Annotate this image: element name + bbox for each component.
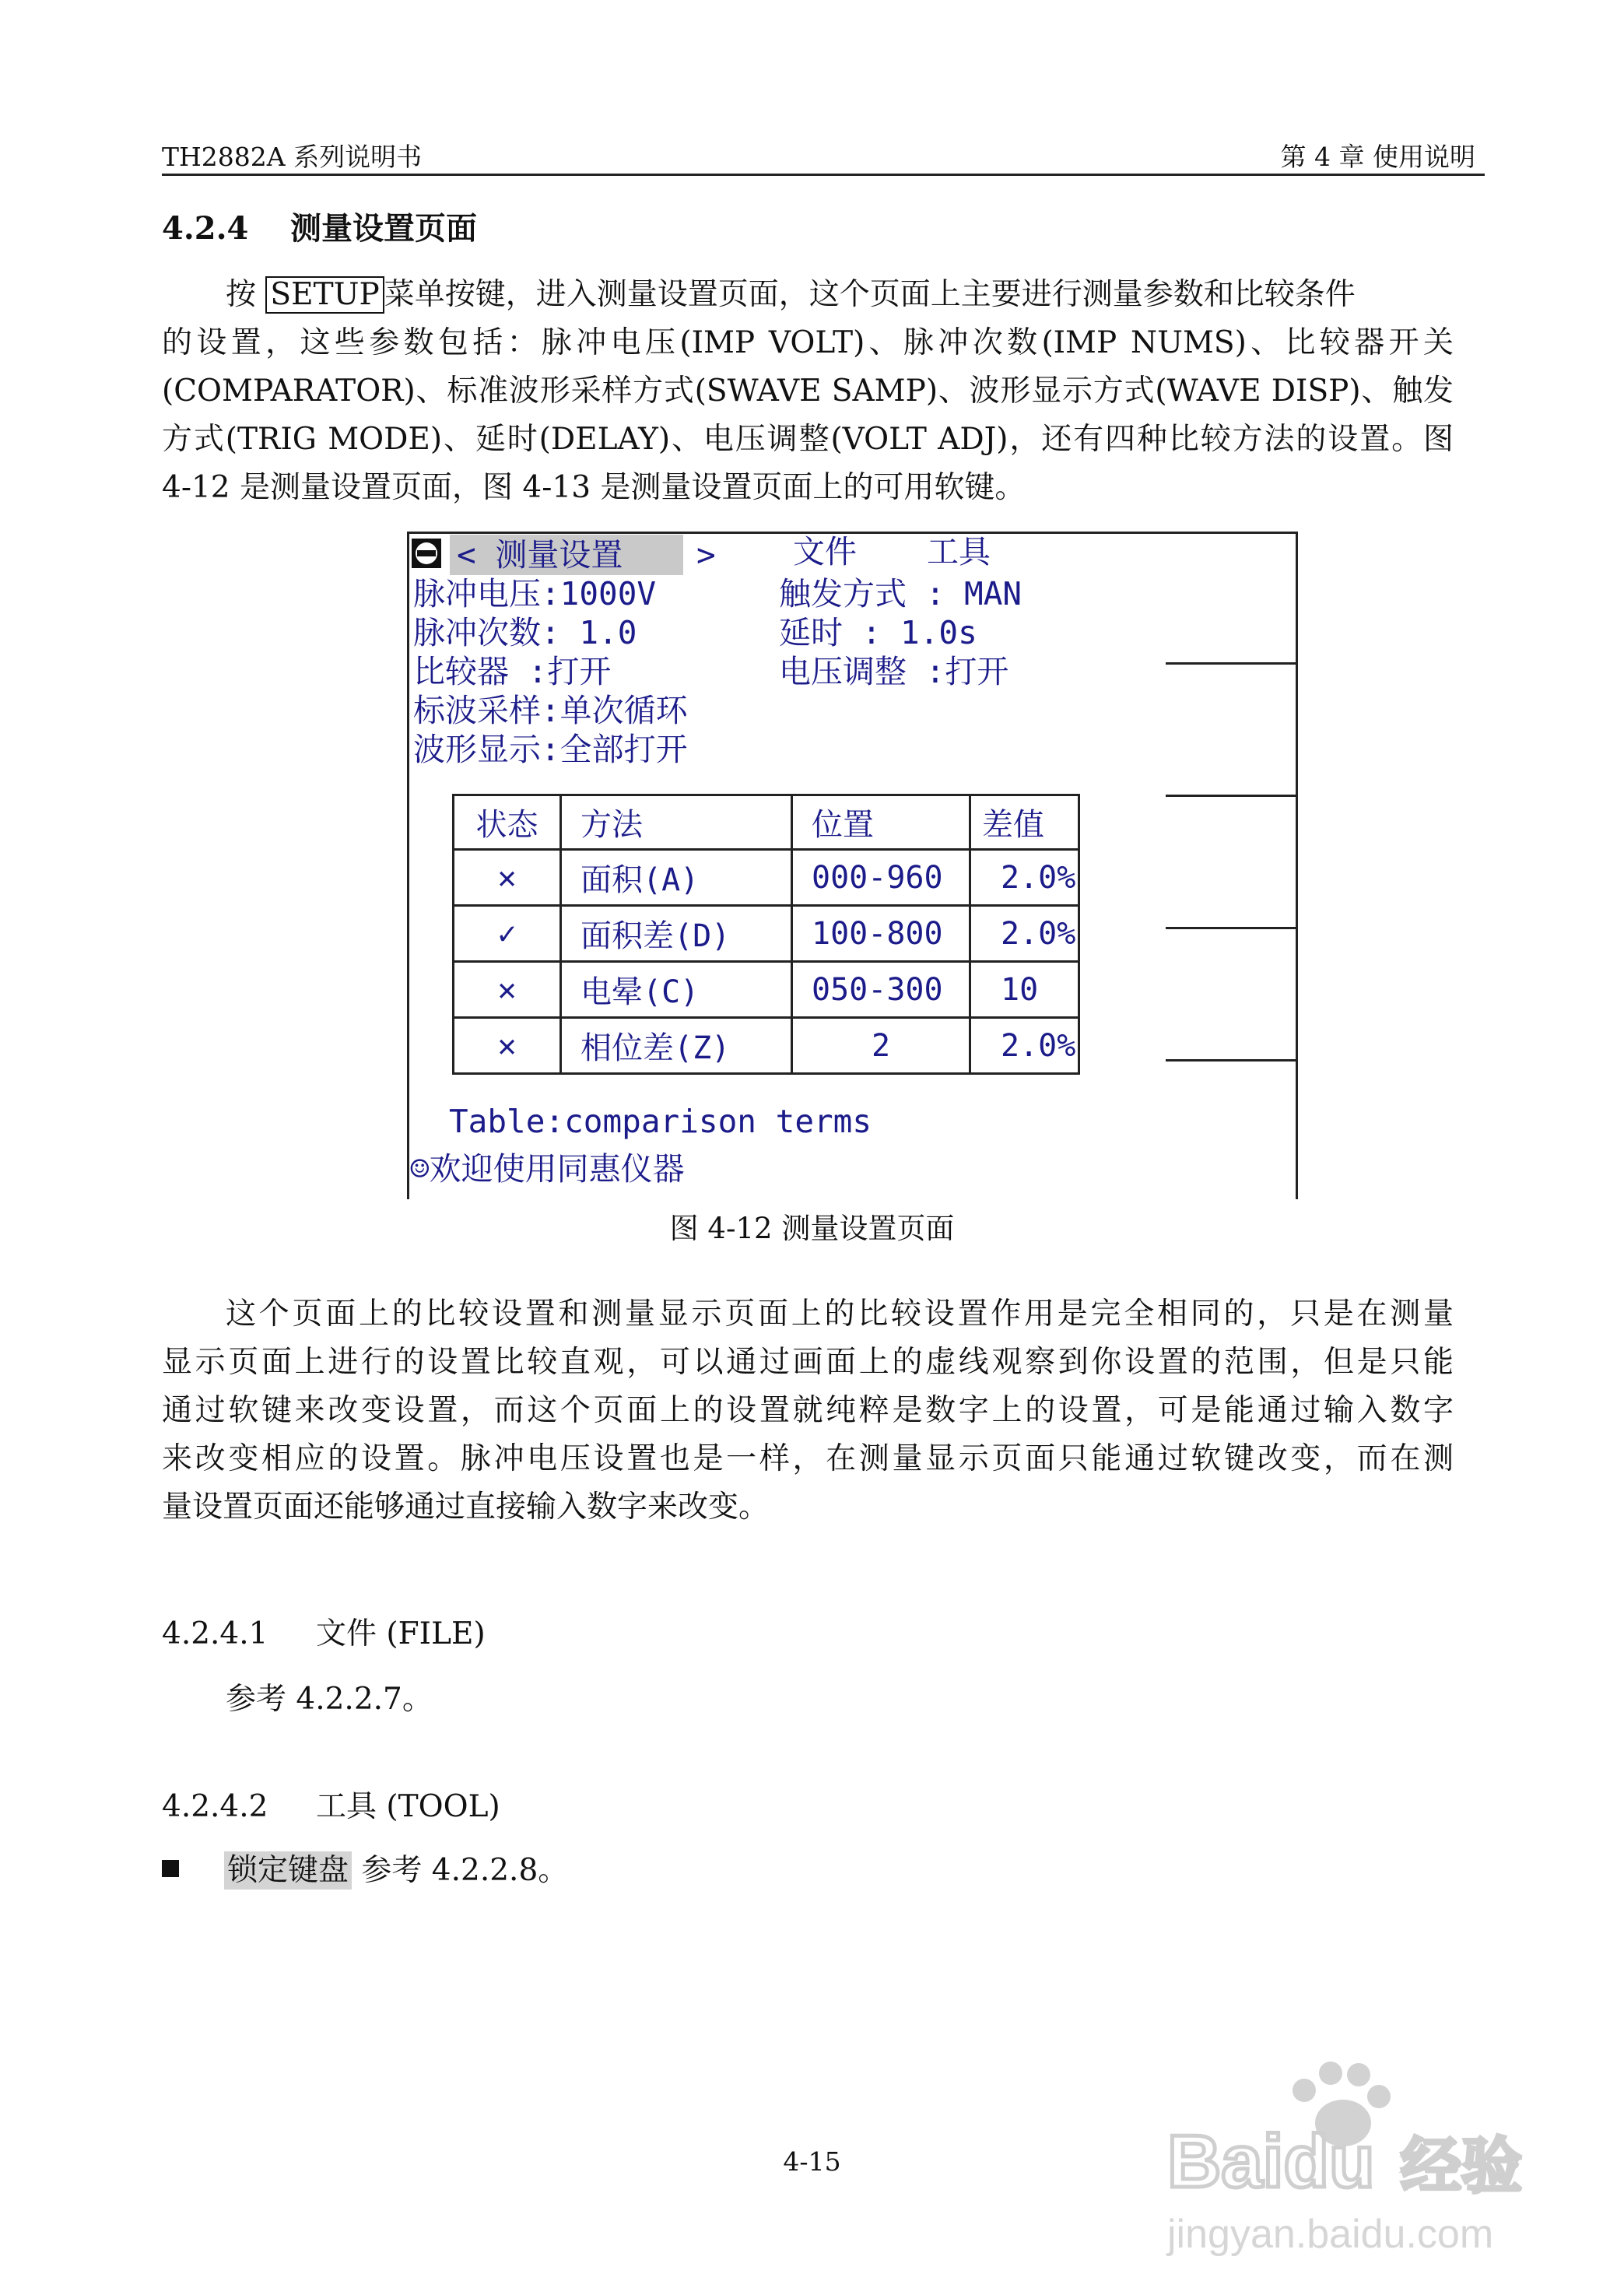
bullet-square-icon: [162, 1860, 179, 1877]
screen-border-right: [1296, 532, 1298, 1199]
header-position: 位置: [792, 795, 970, 850]
table-header-row: [454, 795, 1079, 850]
subsection-file-number: 4.2.4.1: [162, 1616, 268, 1651]
softkey-divider: [1166, 795, 1298, 797]
body-line-3: 来改变相应的设置。脉冲电压设置也是一样，在测量显示页面只能通过软键改变，而在测: [162, 1441, 1454, 1476]
comparison-table: [452, 794, 1080, 1075]
softkey-divider: [1166, 927, 1298, 929]
bullet-item: [162, 1846, 568, 1890]
row-method: 相位差(Z): [561, 1018, 792, 1074]
bullet-text: 参考 4.2.2.8。: [352, 1853, 569, 1888]
screen-border-left: [407, 532, 409, 1199]
row-diff[interactable]: 2.0%: [970, 850, 1079, 906]
subsection-file-title: 文件 (FILE): [316, 1616, 486, 1651]
subsection-tool-title: 工具 (TOOL): [316, 1789, 500, 1824]
row-state[interactable]: ✓: [454, 906, 561, 962]
watermark-cn: 经验: [1401, 2132, 1523, 2202]
subsection-file-ref: 参考 4.2.2.7。: [226, 1682, 433, 1717]
row-method: 面积(A): [561, 850, 792, 906]
row-position[interactable]: 050-300: [792, 962, 970, 1018]
status-message: ☺欢迎使用同惠仪器: [410, 1150, 685, 1188]
param-comparator[interactable]: 比较器 :打开: [413, 653, 612, 690]
softkey-divider: [1166, 1059, 1298, 1062]
setup-screen-figure: [407, 532, 1298, 1199]
intro-line-0: 按 SETUP 菜单按键，进入测量设置页面，这个页面上主要进行测量参数和比较条件: [226, 277, 1356, 312]
setup-key: SETUP: [265, 276, 384, 314]
table-row[interactable]: [454, 850, 1079, 906]
body-line-1: 显示页面上进行的设置比较直观，可以通过画面上的虚线观察到你设置的范围，但是只能: [162, 1345, 1454, 1380]
header-title: TH2882A 系列说明书: [162, 142, 423, 172]
body-line-4: 量设置页面还能够通过直接输入数字来改变。: [162, 1490, 770, 1525]
intro-paragraph: [162, 271, 1454, 512]
subsection-tool-number: 4.2.4.2: [162, 1789, 268, 1824]
row-method: 面积差(D): [561, 906, 792, 962]
intro-line-4: 4-12 是测量设置页面，图 4-13 是测量设置页面上的可用软键。: [162, 470, 1026, 505]
page-number: 4-15: [783, 2146, 841, 2177]
baidu-jingyan-watermark: [1152, 2039, 1556, 2265]
row-position[interactable]: 000-960: [792, 850, 970, 906]
body-line-2: 通过软键来改变设置，而这个页面上的设置就纯粹是数字上的设置，可是能通过输入数字: [162, 1393, 1454, 1428]
row-state[interactable]: ✕: [454, 962, 561, 1018]
menu-measure-setup[interactable]: < 测量设置: [457, 536, 623, 574]
row-state[interactable]: ✕: [454, 1018, 561, 1074]
figure-caption: 图 4-12 测量设置页面: [669, 1212, 955, 1245]
intro-line-1: 的设置，这些参数包括：脉冲电压(IMP VOLT)、脉冲次数(IMP NUMS)、比较器开关: [162, 325, 1454, 360]
subsection-tool: [162, 1782, 500, 1826]
header-diff: 差值: [970, 795, 1079, 850]
section-heading: [162, 204, 477, 248]
header-method: 方法: [561, 795, 792, 850]
row-diff[interactable]: 10: [970, 962, 1079, 1018]
param-wave-display[interactable]: 波形显示:全部打开: [413, 731, 688, 768]
softkey-divider: [1166, 662, 1298, 665]
menu-next-arrow[interactable]: >: [696, 536, 716, 574]
body-line-0: 这个页面上的比较设置和测量显示页面上的比较设置作用是完全相同的，只是在测量: [226, 1297, 1454, 1332]
row-diff[interactable]: 2.0%: [970, 906, 1079, 962]
param-impulse-voltage[interactable]: 脉冲电压:1000V: [413, 575, 657, 612]
table-row[interactable]: [454, 962, 1079, 1018]
header-state: 状态: [454, 795, 561, 850]
table-row[interactable]: [454, 1018, 1079, 1074]
row-method: 电晕(C): [561, 962, 792, 1018]
param-standard-wave-sampling[interactable]: 标波采样:单次循环: [413, 692, 688, 729]
section-title: 测量设置页面: [290, 210, 477, 247]
row-state[interactable]: ✕: [454, 850, 561, 906]
intro-line-3: 方式(TRIG MODE)、延时(DELAY)、电压调整(VOLT ADJ)，还有四种比较方法的设置。图: [162, 422, 1454, 457]
body-paragraph: [162, 1290, 1454, 1532]
header-chapter: 第 4 章 使用说明: [1280, 142, 1475, 172]
watermark-brand: Baidu: [1167, 2120, 1375, 2203]
menu-file[interactable]: 文件: [793, 533, 857, 570]
param-impulse-count[interactable]: 脉冲次数: 1.0: [413, 614, 637, 651]
intro-line-2: (COMPARATOR)、标准波形采样方式(SWAVE SAMP)、波形显示方式(WAVE DISP)、触发: [162, 374, 1454, 409]
table-row[interactable]: [454, 906, 1079, 962]
watermark-url: jingyan.baidu.com: [1167, 2212, 1494, 2257]
menu-tool[interactable]: 工具: [927, 533, 991, 570]
lock-keyboard-softkey: 锁定键盘: [224, 1851, 352, 1890]
param-voltage-adjust[interactable]: 电压调整 :打开: [779, 653, 1009, 690]
table-note: Table:comparison terms: [449, 1103, 872, 1140]
row-position[interactable]: 100-800: [792, 906, 970, 962]
row-diff[interactable]: 2.0%: [970, 1018, 1079, 1074]
section-number: 4.2.4: [162, 210, 249, 247]
row-position[interactable]: 2: [792, 1018, 970, 1074]
param-trigger-mode[interactable]: 触发方式 : MAN: [779, 575, 1022, 612]
page-header: [162, 132, 1485, 176]
keyboard-lock-icon: [410, 537, 443, 570]
param-delay[interactable]: 延时 : 1.0s: [779, 614, 977, 651]
subsection-file: [162, 1609, 486, 1653]
